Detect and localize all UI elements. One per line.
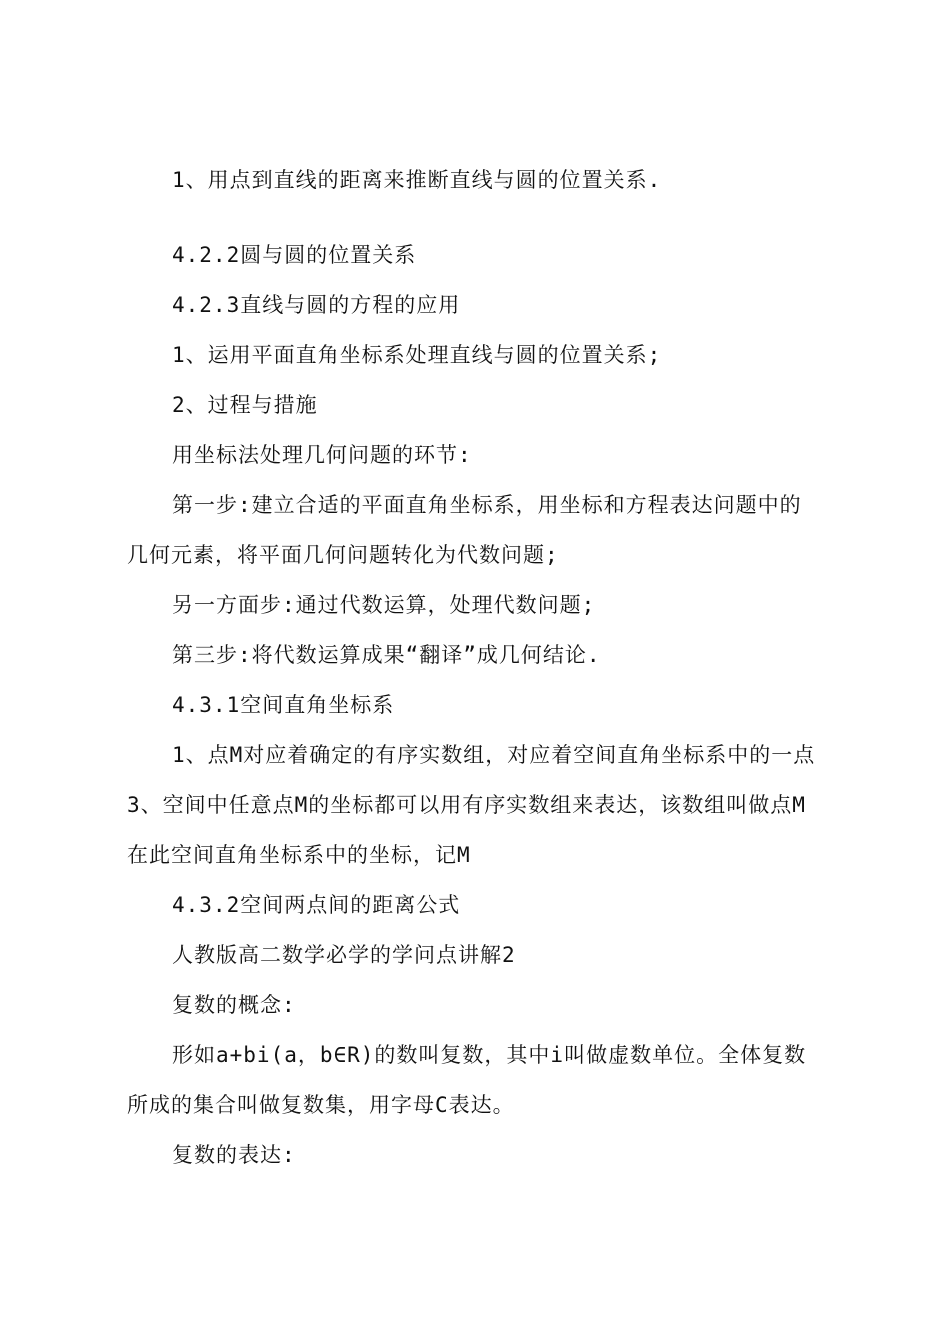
- section-heading: 4.2.2圆与圆的位置关系: [172, 243, 417, 267]
- text-line: 复数的概念:: [172, 993, 296, 1017]
- section-heading: 4.2.3直线与圆的方程的应用: [172, 293, 461, 317]
- section-heading: 人教版高二数学必学的学问点讲解2: [172, 943, 516, 967]
- text-line: 另一方面步:通过代数运算，处理代数问题;: [172, 593, 596, 617]
- text-line: 3、空间中任意点M的坐标都可以用有序实数组来表达，该数组叫做点M: [127, 793, 806, 817]
- text-line: 1、用点到直线的距离来推断直线与圆的位置关系.: [172, 168, 662, 192]
- text-line: 所成的集合叫做复数集，用字母C表达。: [127, 1093, 515, 1117]
- text-line: 第三步:将代数运算成果“翻译”成几何结论.: [172, 643, 601, 667]
- text-line: 第一步:建立合适的平面直角坐标系，用坐标和方程表达问题中的: [172, 493, 802, 517]
- text-line: 1、点M对应着确定的有序实数组，对应着空间直角坐标系中的一点: [172, 743, 816, 767]
- text-line: 几何元素，将平面几何问题转化为代数问题;: [127, 543, 559, 567]
- text-line: 复数的表达:: [172, 1143, 296, 1167]
- text-line: 2、过程与措施: [172, 393, 318, 417]
- text-line: 1、运用平面直角坐标系处理直线与圆的位置关系;: [172, 343, 662, 367]
- section-heading: 4.3.2空间两点间的距离公式: [172, 893, 461, 917]
- text-line: 形如a+bi(a，b∈R)的数叫复数，其中i叫做虚数单位。全体复数: [172, 1043, 807, 1067]
- section-heading: 4.3.1空间直角坐标系: [172, 693, 395, 717]
- text-line: 在此空间直角坐标系中的坐标，记M: [127, 843, 471, 867]
- text-line: 用坐标法处理几何问题的环节:: [172, 443, 472, 467]
